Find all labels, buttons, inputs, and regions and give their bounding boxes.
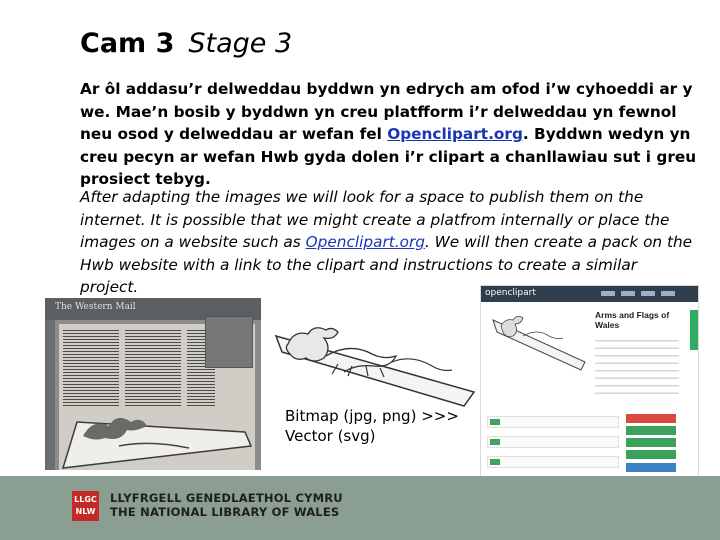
nlw-logo [72,491,99,521]
newspaper-column [125,328,181,408]
newspaper-scan-image [45,298,261,470]
welsh-text-2: . Byddwn wedyn yn creu pecyn ar wefan Hwb gyda dolen i’r clipart a chanllawiau sut i greu prosiect tebyg. [80,125,697,188]
title-cam: Cam 3 [80,28,175,59]
newspaper-column [63,328,119,408]
edit-button [626,463,676,472]
export-button [626,426,676,435]
comment-row [487,436,619,448]
feedback-tab [690,310,698,350]
clipart-preview-image [489,310,589,400]
welsh-paragraph [80,78,700,191]
clipart-metadata [595,334,679,396]
caption-bitmap: Bitmap (jpg, png) >>> [285,407,459,425]
openclipart-website-screenshot [480,285,699,482]
english-paragraph [80,186,700,299]
clipart-title [595,310,669,330]
library-name-english: THE NATIONAL LIBRARY OF WALES [110,505,340,519]
title-stage: Stage 3 [188,28,293,59]
welsh-text-1: Ar ôl addasu’r delweddau byddwn yn edrych am ofod i’w cyhoeddi ar y we. Mae’n bosib y byddwn yn creu platfform i’r delweddau yn fewnol neu osod y delweddau ar wefan fel [80,80,693,143]
newspaper-zoom-panel [205,316,253,368]
vector-dragon-illustration [268,322,478,412]
newspaper-title: The Western Mail [55,302,136,312]
english-openclipart-link[interactable]: Openclipart.org [305,233,425,251]
logo-text-english: NLW [75,507,96,516]
library-name-welsh: LLYFRGELL GENEDLAETHOL CYMRU [110,491,343,505]
format-caption [285,406,459,446]
export-button [626,450,676,459]
newspaper-viewer-sidebar [45,320,55,470]
caption-vector: Vector (svg) [285,427,376,445]
clipart-title-line2: Wales [595,320,620,330]
download-button [626,414,676,423]
openclipart-header [481,286,698,302]
comment-row [487,456,619,468]
openclipart-logo: openclipart [485,288,536,298]
slide-title [80,28,292,59]
logo-text-welsh: LLGC [74,495,97,504]
openclipart-nav [601,291,681,296]
english-text-2: . We will then create a pack on the Hwb website with a link to the clipart and instructions to create a similar project. [80,233,693,296]
bitmap-dragon-illustration [59,402,255,470]
clipart-title-line1: Arms and Flags of [595,310,670,320]
welsh-openclipart-link[interactable]: Openclipart.org [387,125,523,143]
footer-band [0,476,720,540]
comment-row [487,416,619,428]
export-button [626,438,676,447]
english-text-1: After adapting the images we will look for a space to publish them on the internet. It is possible that we might create a platfrom internally or place the images on a website such as [80,188,670,251]
